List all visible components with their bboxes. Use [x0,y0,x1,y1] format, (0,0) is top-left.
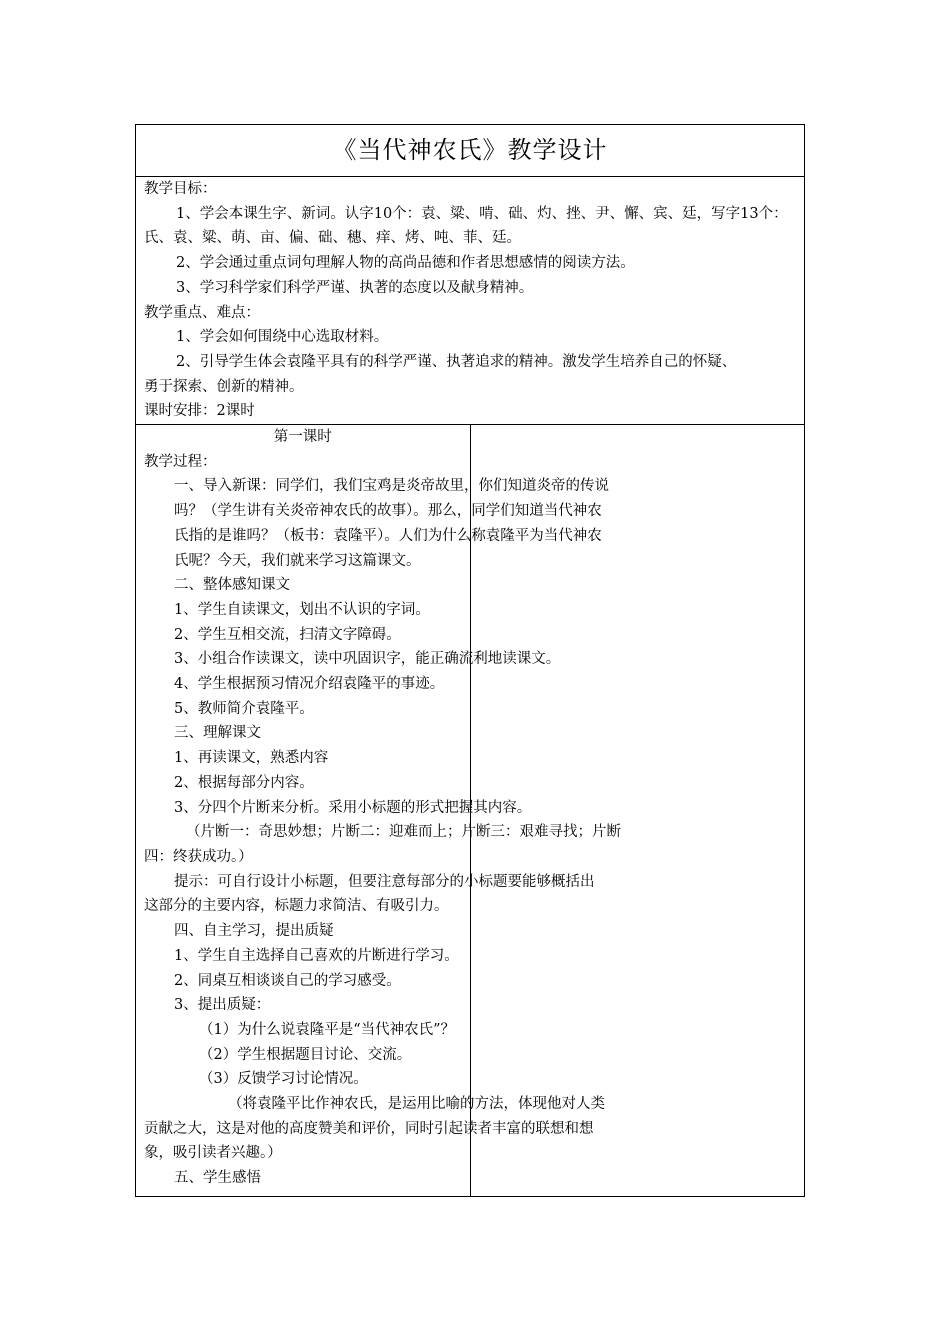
lesson-line: 2、学生互相交流，扫清文字障碍。 [174,626,401,643]
document-title: 《当代神农氏》教学设计 [332,136,608,164]
process-heading: 教学过程： [144,453,217,470]
lesson-line: 氏呢？今天，我们就来学习这篇课文。 [174,552,421,569]
lesson-line: 1、学生自主选择自己喜欢的片断进行学习。 [174,947,459,964]
objectives-cell [136,177,805,425]
objective-item: 氏、袁、粱、萌、亩、偏、础、穗、痒、烤、吨、菲、廷。 [144,230,521,247]
lesson-line: 4、学生根据预习情况介绍袁隆平的事迹。 [174,676,445,693]
lesson-line: 四：终获成功。） [144,848,253,865]
lesson-line: 3、分四个片断来分析。采用小标题的形式把握其内容。 [174,799,532,816]
lesson-line: 2、同桌互相谈谈自己的学习感受。 [174,972,401,989]
objectives-heading: 教学目标： [144,181,217,197]
lesson-line: 四、自主学习，提出质疑 [174,923,334,940]
objective-item: 2、学会通过重点词句理解人物的高尚品德和作者思想感情的阅读方法。 [176,255,635,272]
lesson-line: 3、提出质疑： [174,997,271,1014]
title-cell [136,125,805,177]
lesson-line: 5、教师简介袁隆平。 [174,700,314,717]
lesson-line: 这部分的主要内容，标题力求简洁、有吸引力。 [144,898,449,915]
lesson-line: （1）为什么说袁隆平是“当代神农氏”？ [199,1021,456,1038]
lesson-line: 三、理解课文 [174,725,261,742]
lesson-line: （片断一：奇思妙想；片断二：迎难而上；片断三：艰难寻找；片断 [186,824,621,841]
objective-item: 3、学习科学家们科学严谨、执著的态度以及献身精神。 [176,279,534,296]
lesson-heading: 第一课时 [273,429,332,446]
lesson-line: 二、整体感知课文 [174,577,290,594]
key-points-heading: 教学重点、难点： [144,304,260,321]
schedule-text: 课时安排：2课时 [144,403,255,420]
lesson-line: 象，吸引读者兴趣。） [144,1145,282,1162]
objective-item: 1、学会本课生字、新词。认字10个：袁、粱、啃、础、灼、挫、尹、懈、宾、廷，写字13个： [176,205,788,222]
lesson-line: 氏指的是谁吗？（板书：袁隆平）。人们为什么称袁隆平为当代神农 [174,527,602,544]
key-point-item: 2、引导学生体会袁隆平具有的科学严谨、执著追求的精神。激发学生培养自己的怀疑、 [176,353,737,370]
lesson-line: （3）反馈学习讨论情况。 [199,1071,368,1088]
lesson-line: 3、小组合作读课文，读中巩固识字，能正确流利地读课文。 [174,651,561,668]
lesson-line: 1、再读课文，熟悉内容 [174,750,329,767]
lesson-line: 五、学生感悟 [174,1170,261,1187]
lesson-plan-table [135,124,805,1197]
lesson-line: 一、导入新课：同学们，我们宝鸡是炎帝故里，你们知道炎帝的传说 [174,478,609,495]
key-point-item: 1、学会如何围绕中心选取材料。 [176,329,389,346]
lesson-cell [136,425,621,1197]
lesson-line: 吗？（学生讲有关炎帝神农氏的故事）。那么，同学们知道当代神农 [174,503,602,520]
lesson-line: （2）学生根据题目讨论、交流。 [199,1046,412,1063]
lesson-line: （将袁隆平比作神农氏，是运用比喻的方法，体现他对人类 [228,1096,605,1113]
key-point-item: 勇于探索、创新的精神。 [144,378,304,395]
lesson-line: 提示：可自行设计小标题，但要注意每部分的小标题要能够概括出 [174,873,595,890]
lesson-line: 2、根据每部分内容。 [174,774,314,791]
lesson-line: 1、学生自读课文，划出不认识的字词。 [174,601,430,618]
lesson-line: 贡献之大，这是对他的高度赞美和评价，同时引起读者丰富的联想和想 [144,1120,594,1137]
